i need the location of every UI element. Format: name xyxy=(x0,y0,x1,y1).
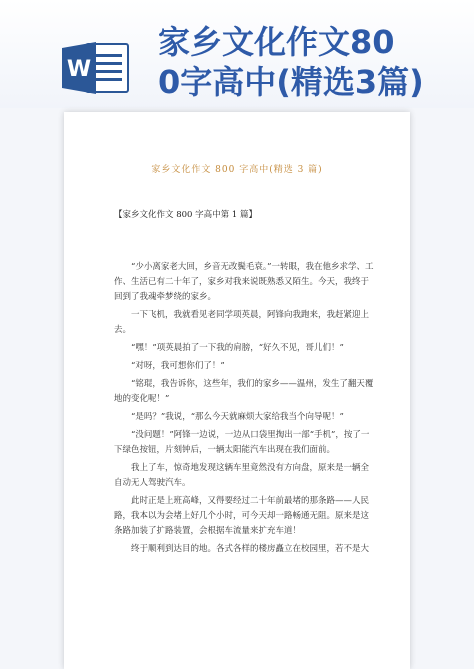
word-logo-letter: W xyxy=(66,57,92,82)
paragraph-4: “对呀，我可想你们了！” xyxy=(131,361,225,371)
document-subheading: 【家乡文化作文 800 字高中第 1 篇】 xyxy=(114,210,257,220)
document-body xyxy=(114,260,376,560)
paragraph-9: 此时正是上班高峰，又得要经过二十年前最堵的那条路——人民路，我本以为会堵上好几个小时，可今天却一路畅通无阻。原来是这条路加装了扩路装置，会根据车流量来扩充车道！ xyxy=(114,496,370,536)
document-heading: 家乡文化作文 800 字高中(精选 3 篇) xyxy=(151,165,323,175)
paragraph-6: “是吗？”我说，“那么今天就麻烦大家给我当个向导呢！” xyxy=(131,412,344,422)
header-banner xyxy=(0,0,474,108)
paragraph-8: 我上了车，惊奇地发现这辆车里竟然没有方向盘，原来是一辆全自动无人驾驶汽车。 xyxy=(114,463,370,488)
document-page xyxy=(64,112,410,669)
title-line-1: 家乡文化作文80 xyxy=(158,23,395,61)
paragraph-3: “嘿！”项英晨拍了一下我的肩膀，“好久不见，哥儿们！” xyxy=(131,343,344,353)
word-document-icon xyxy=(60,40,130,96)
paragraph-7: “没问题！”阿锋一边说，一边从口袋里掏出一部“手机”，按了一下绿色按钮，片刻钟后，一辆太阳能汽车出现在我们面前。 xyxy=(114,430,370,455)
paragraph-2: 一下飞机，我就看见老同学项英晨，阿锋向我跑来，我赶紧迎上去。 xyxy=(114,310,370,335)
paragraph-5: “铭琨，我告诉你，这些年，我们的家乡——温州，发生了翻天覆地的变化呢！” xyxy=(114,379,374,404)
paragraph-10: 终于顺利到达目的地。各式各样的楼房矗立在校园里，若不是大 xyxy=(131,544,370,554)
paragraph-1: “少小离家老大回，乡音无改鬓毛衰。”一转眼，我在他乡求学、工作、生活已有二十年了，家乡对我来说既熟悉又陌生。今天，我终于回到了我魂牵梦绕的家乡。 xyxy=(114,262,374,302)
title-line-2: 0字高中(精选3篇) xyxy=(158,63,424,101)
page-title xyxy=(158,22,458,102)
